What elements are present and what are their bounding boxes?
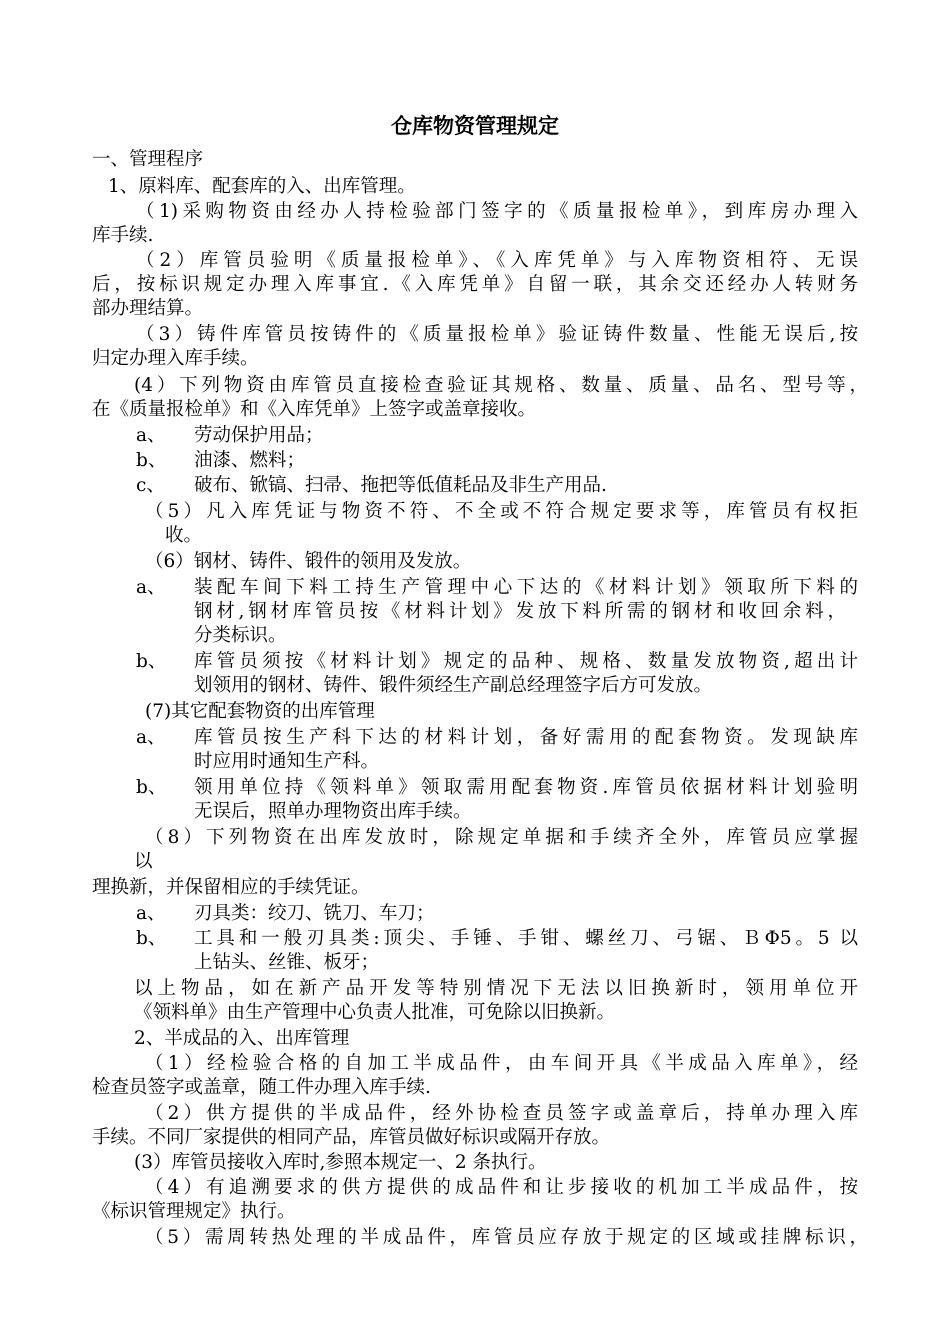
subsection-heading: 2、半成品的入、出库管理 [134, 1028, 350, 1049]
list-item: 劳动保护用品； [194, 425, 324, 446]
list-marker: a、 [136, 577, 166, 598]
paragraph-line: 手续。不同厂家提供的相同产品，库管员做好标识或隔开存放。 [92, 1127, 611, 1148]
paragraph-line: 《领料单》由生产管理中心负责人批准，可免除以旧换新。 [134, 1002, 616, 1023]
list-item: 破布、锨镐、扫帚、拖把等低值耗品及非生产用品. [194, 475, 607, 496]
list-item: 工具和一般刃具类:顶尖、手锤、手钳、螺丝刀、弓锯、ＢΦ5。5 以 [194, 928, 858, 949]
paragraph-line: 库手续. [92, 225, 154, 246]
paragraph-line: 理换新，并保留相应的手续凭证。 [92, 877, 370, 898]
paragraph-line: 《标识管理规定》执行。 [92, 1201, 296, 1222]
document-title: 仓库物资管理规定 [391, 113, 559, 138]
paragraph-line: 部办理结算。 [92, 298, 204, 319]
list-item: 刃具类：绞刀、铣刀、车刀； [194, 903, 435, 924]
list-item: 时应用时通知生产科。 [194, 751, 380, 772]
paragraph-line: (7)其它配套物资的出库管理 [145, 701, 375, 722]
list-item: 油漆、燃料； [194, 450, 306, 471]
list-marker: a、 [136, 903, 166, 924]
list-item: 划领用的钢材、铸件、锻件须经生产副总经理签字后方可发放。 [194, 675, 713, 696]
paragraph-line: 以上物品，如在新产品开发等特别情况下无法以旧换新时，领用单位开 [134, 978, 858, 999]
paragraph-line: 以 [134, 851, 153, 872]
list-item: 钢材,钢材库管员按《材料计划》发放下料所需的钢材和收回余料， [194, 601, 846, 622]
list-item: 库管员须按《材料计划》规定的品种、规格、数量发放物资,超出计 [194, 651, 858, 672]
paragraph-line: 后，按标识规定办理入库事宜.《入库凭单》自留一联，其余交还经办人转财务 [92, 274, 858, 295]
paragraph-line: 收。 [165, 525, 203, 546]
list-item: 无误后，照单办理物资出库手续。 [194, 801, 472, 822]
paragraph-line: （2）供方提供的半成品件，经外协检查员签字或盖章后，持单办理入库 [145, 1103, 858, 1124]
list-item: 装配车间下料工持生产管理中心下达的《材料计划》领取所下料的 [194, 577, 858, 598]
paragraph-line: 在《质量报检单》和《入库凭单》上签字或盖章接收。 [92, 399, 537, 420]
paragraph-line: （5）凡入库凭证与物资不符、不全或不符合规定要求等，库管员有权拒 [145, 501, 858, 522]
paragraph-line: （3）铸件库管员按铸件的《质量报检单》验证铸件数量、性能无误后,按 [136, 324, 858, 345]
paragraph-line: (4）下列物资由库管员直接检查验证其规格、数量、质量、品名、型号等， [134, 375, 868, 396]
paragraph-line: （1)采购物资由经办人持检验部门签字的《质量报检单》，到库房办理入 [136, 201, 858, 222]
list-marker: b、 [136, 651, 167, 672]
list-marker: a、 [136, 727, 166, 748]
paragraph-line: （6）钢材、铸件、锻件的领用及发放。 [145, 551, 472, 572]
list-marker: b、 [136, 928, 167, 949]
list-item: 库管员按生产科下达的材料计划，备好需用的配套物资。发现缺库 [194, 727, 858, 748]
paragraph-line: 归定办理入库手续。 [92, 348, 259, 369]
paragraph-line: （4）有追溯要求的供方提供的成品件和让步接收的机加工半成品件，按 [145, 1177, 858, 1198]
list-item: 领用单位持《领料单》领取需用配套物资.库管员依据材料计划验明 [194, 777, 858, 798]
paragraph-line: 检查员签字或盖章，随工件办理入库手续. [92, 1077, 431, 1098]
paragraph-line: （5）需周转热处理的半成品件，库管员应存放于规定的区域或挂牌标识， [145, 1227, 868, 1248]
list-marker: b、 [136, 450, 167, 471]
paragraph-line: （1）经检验合格的自加工半成品件，由车间开具《半成品入库单》，经 [145, 1053, 858, 1074]
paragraph-line: （2）库管员验明《质量报检单》、《入库凭单》与入库物资相符、无误 [136, 250, 858, 271]
list-item: 分类标识。 [194, 625, 287, 646]
list-item: 上钻头、丝锥、板牙； [194, 952, 380, 973]
list-marker: c、 [136, 475, 165, 496]
list-marker: a、 [136, 425, 166, 446]
subsection-heading: 1、原料库、配套库的入、出库管理。 [108, 176, 416, 197]
section-heading: 一、管理程序 [92, 149, 204, 170]
list-marker: b、 [136, 777, 167, 798]
paragraph-line: (3）库管员接收入库时,参照本规定一、2 条执行。 [134, 1152, 547, 1173]
paragraph-line: （8）下列物资在出库发放时，除规定单据和手续齐全外，库管员应掌握 [145, 827, 858, 848]
